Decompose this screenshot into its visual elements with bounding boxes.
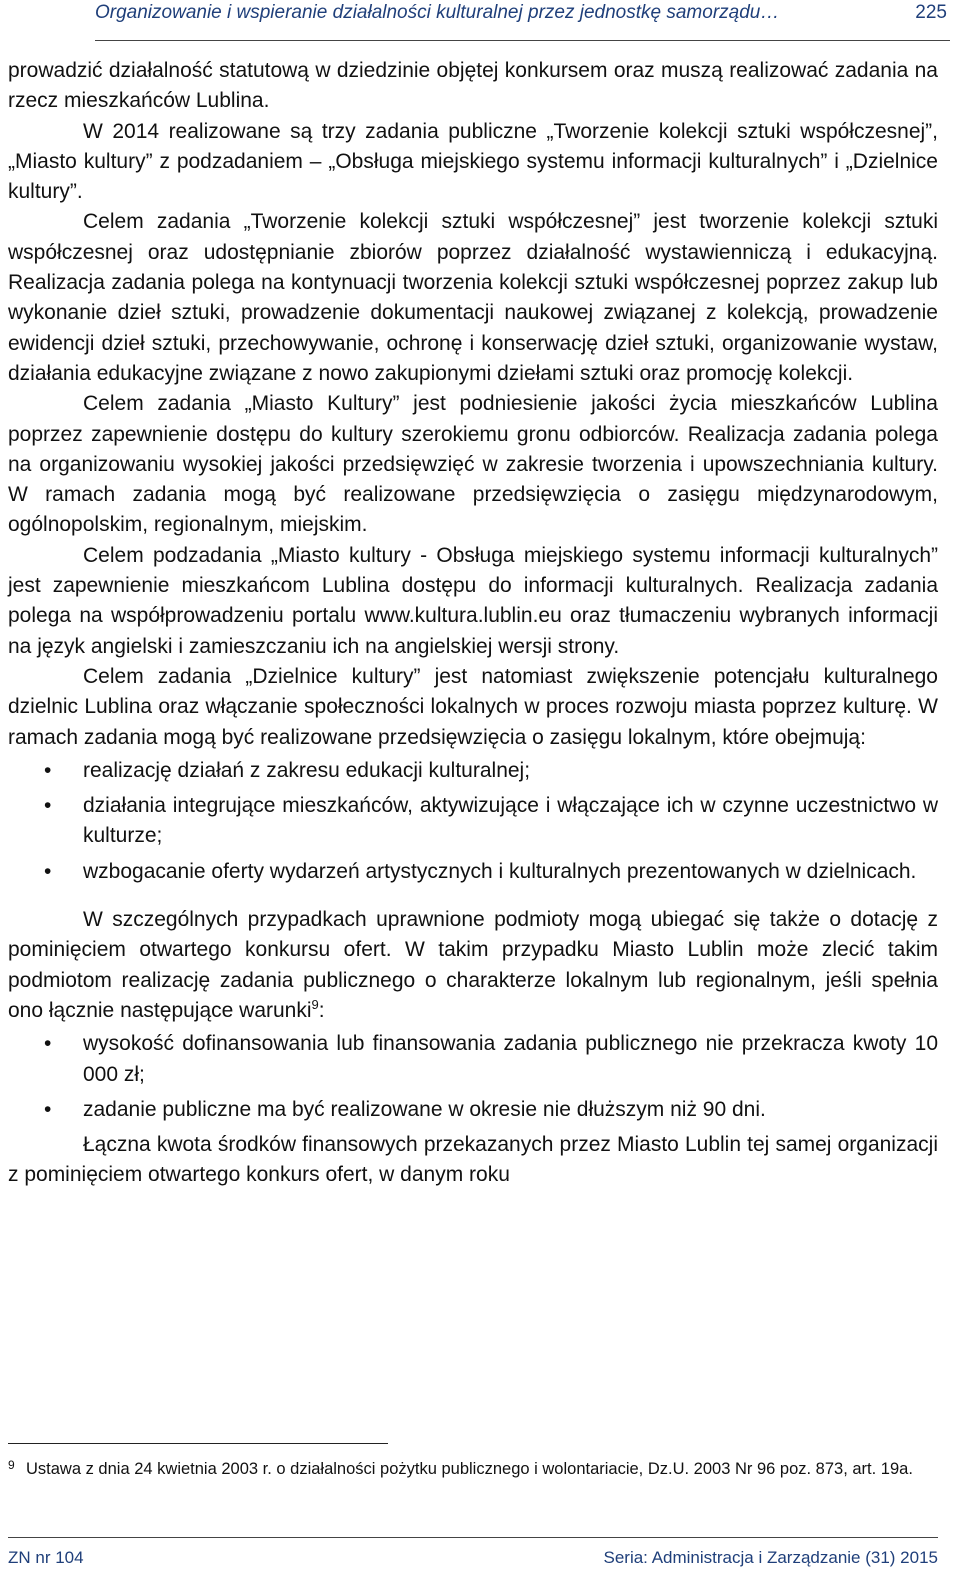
paragraph-1: prowadzić działalność statutową w dziedzinie objętej konkursem oraz muszą realizować zadania na rzecz mieszkańców Lublina. — [8, 59, 938, 113]
footer-issue: ZN nr 104 — [8, 1548, 84, 1567]
list-item: • wzbogacanie oferty wydarzeń artystycznych i kulturalnych prezentowanych w dzielnicach. — [8, 857, 938, 887]
paragraph-7 — [8, 905, 938, 1026]
footnote-mark: 9 — [8, 1458, 15, 1472]
paragraph-8: Łączna kwota środków finansowych przekazanych przez Miasto Lublin tej samej organizacji z pominięciem otwartego konkurs ofert, w danym roku — [8, 1133, 938, 1187]
list-item: • działania integrujące mieszkańców, aktywizujące i włączające ich w czynne uczestnictwo w kulturze; — [8, 791, 938, 852]
footnote-reference: 9 — [311, 996, 319, 1012]
running-footer — [8, 1537, 938, 1588]
body-text — [8, 56, 938, 1191]
footnote — [8, 1457, 938, 1481]
footnote-separator — [8, 1443, 388, 1444]
paragraph-6: Celem zadania „Dzielnice kultury” jest natomiast zwiększenie potencjału kulturalnego dzielnic Lublina oraz włączanie społeczności lokalnych w proces rozwoju miasta poprzez kulturę. W ramach zadania mogą być realizowane przedsięwzięcia o zasięgu lokalnym, które obejmują: — [8, 664, 938, 749]
list-item: • realizację działań z zakresu edukacji kulturalnej; — [8, 756, 938, 786]
header-page-number: 225 — [915, 2, 947, 23]
list-item: • wysokość dofinansowania lub finansowania zadania publicznego nie przekracza kwoty 10 000 zł; — [8, 1029, 938, 1090]
paragraph-4: Celem zadania „Miasto Kultury” jest podniesienie jakości życia mieszkańców Lublina poprzez zapewnienie dostępu do kultury szerokiemu gronu odbiorców. Realizacja zadania polega na organizowaniu wysokiej jakości przedsięwzięć w zakresie tworzenia i upowszechniania kultury. W ramach zadania mogą być realizowane przedsięwzięcia o zasięgu międzynarodowym, ogólnopolskim, regionalnym, miejskim. — [8, 392, 938, 537]
paragraph-7-text: W szczególnych przypadkach uprawnione podmioty mogą ubiegać się także o dotację z pominięciem otwartego konkursu ofert. W takim przypadku Miasto Lublin może zlecić takim podmiotom realizację zadania publicznego o charakterze lokalnym lub regionalnym, jeśli spełnia ono łącznie następujące warunki — [8, 908, 938, 1022]
bullet-list-1 — [8, 756, 938, 887]
paragraph-3: Celem zadania „Tworzenie kolekcji sztuki współczesnej” jest tworzenie kolekcji sztuki współczesnej oraz udostępnianie zbiorów poprzez działalność wystawienniczą i edukacyjną. Realizacja zadania polega na kontynuacji tworzenia kolekcji sztuki współczesnej poprzez zakup lub wykonanie dzieł sztuki, prowadzenie dokumentacji naukowej związanej z kolekcją, prowadzenie ewidencji dzieł sztuki, przechowywanie, ochronę i konserwację dzieł sztuki, organizowanie wystaw, działania edukacyjne związane z nowo zakupionymi dziełami sztuki oraz promocję kolekcji. — [8, 210, 938, 385]
paragraph-7-end: : — [318, 998, 325, 1022]
paragraph-2: W 2014 realizowane są trzy zadania publiczne „Tworzenie kolekcji sztuki współczesnej”, „Miasto kultury” z podzadaniem – „Obsługa miejskiego systemu informacji kulturalnych” i „Dzielnice kultury”. — [8, 119, 938, 204]
header-title: Organizowanie i wspieranie działalności kulturalnej przez jednostkę samorządu… — [95, 2, 780, 23]
list-item: • zadanie publiczne ma być realizowane w okresie nie dłuższym niż 90 dni. — [8, 1095, 938, 1125]
footer-series: Seria: Administracja i Zarządzanie (31) 2015 — [603, 1548, 938, 1567]
bullet-list-2 — [8, 1029, 938, 1125]
running-header — [95, 0, 950, 41]
paragraph-5: Celem podzadania „Miasto kultury - Obsługa miejskiego systemu informacji kulturalnych” jest zapewnienie mieszkańcom Lublina dostępu do informacji kulturalnych. Realizacja zadania polega na współprowadzeniu portalu www.kultura.lublin.eu oraz tłumaczeniu wybranych informacji na język angielski i zamieszczaniu ich na angielskiej wersji strony. — [8, 543, 938, 658]
footnote-text: Ustawa z dnia 24 kwietnia 2003 r. o działalności pożytku publicznego i wolontariacie, Dz.U. 2003 Nr 96 poz. 873, art. 19a. — [26, 1460, 913, 1478]
